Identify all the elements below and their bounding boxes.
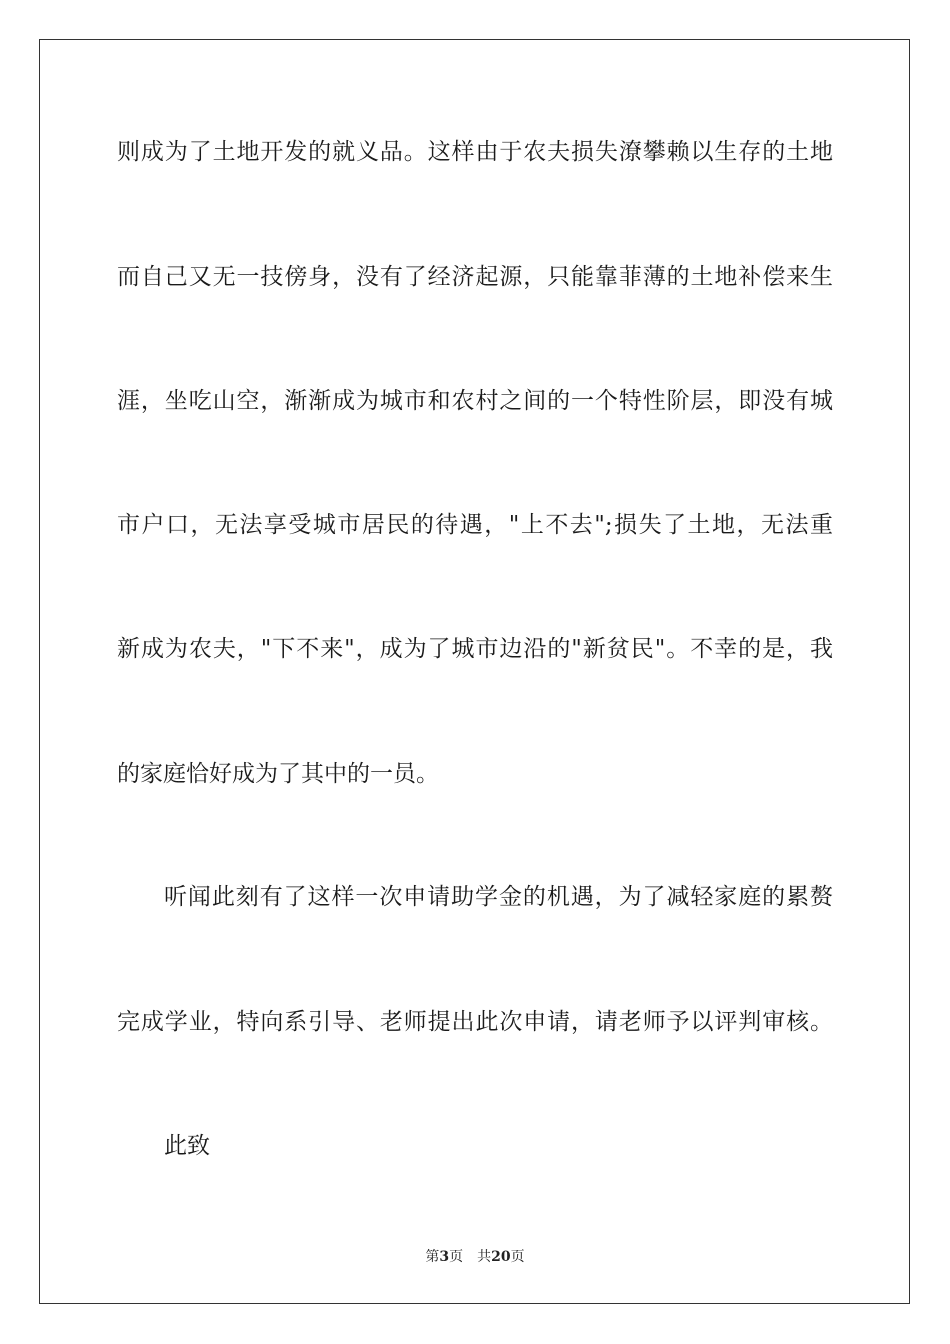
body-line-3: 涯，坐吃山空，渐渐成为城市和农村之间的一个特性阶层，即没有城: [117, 388, 833, 414]
page-footer: [0, 1247, 950, 1267]
body-line-2: 而自己又无一技傍身，没有了经济起源，只能靠菲薄的土地补偿来生: [117, 264, 833, 290]
page-border: [39, 39, 910, 1304]
body-line-6: 的家庭恰好成为了其中的一员。: [117, 761, 439, 787]
body-line-5: 新成为农夫，"下不来"，成为了城市边沿的"新贫民"。不幸的是，我: [117, 636, 833, 662]
footer-page-total: 20: [491, 1249, 511, 1265]
body-line-8: 完成学业，特向系引导、老师提出此次申请，请老师予以评判审核。: [117, 1009, 833, 1035]
closing-salutation: 此致: [164, 1133, 210, 1159]
body-line-4: 市户口，无法享受城市居民的待遇，"上不去";损失了土地，无法重: [117, 512, 833, 538]
footer-mid: 页 共: [449, 1249, 492, 1265]
footer-prefix: 第: [425, 1249, 440, 1265]
footer-page-current: 3: [439, 1249, 450, 1265]
footer-suffix: 页: [510, 1249, 525, 1265]
body-line-1: 则成为了土地开发的就义品。这样由于农夫损失潦攀赖以生存的土地: [117, 139, 833, 165]
body-line-7: 听闻此刻有了这样一次申请助学金的机遇，为了减轻家庭的累赘: [164, 884, 833, 910]
